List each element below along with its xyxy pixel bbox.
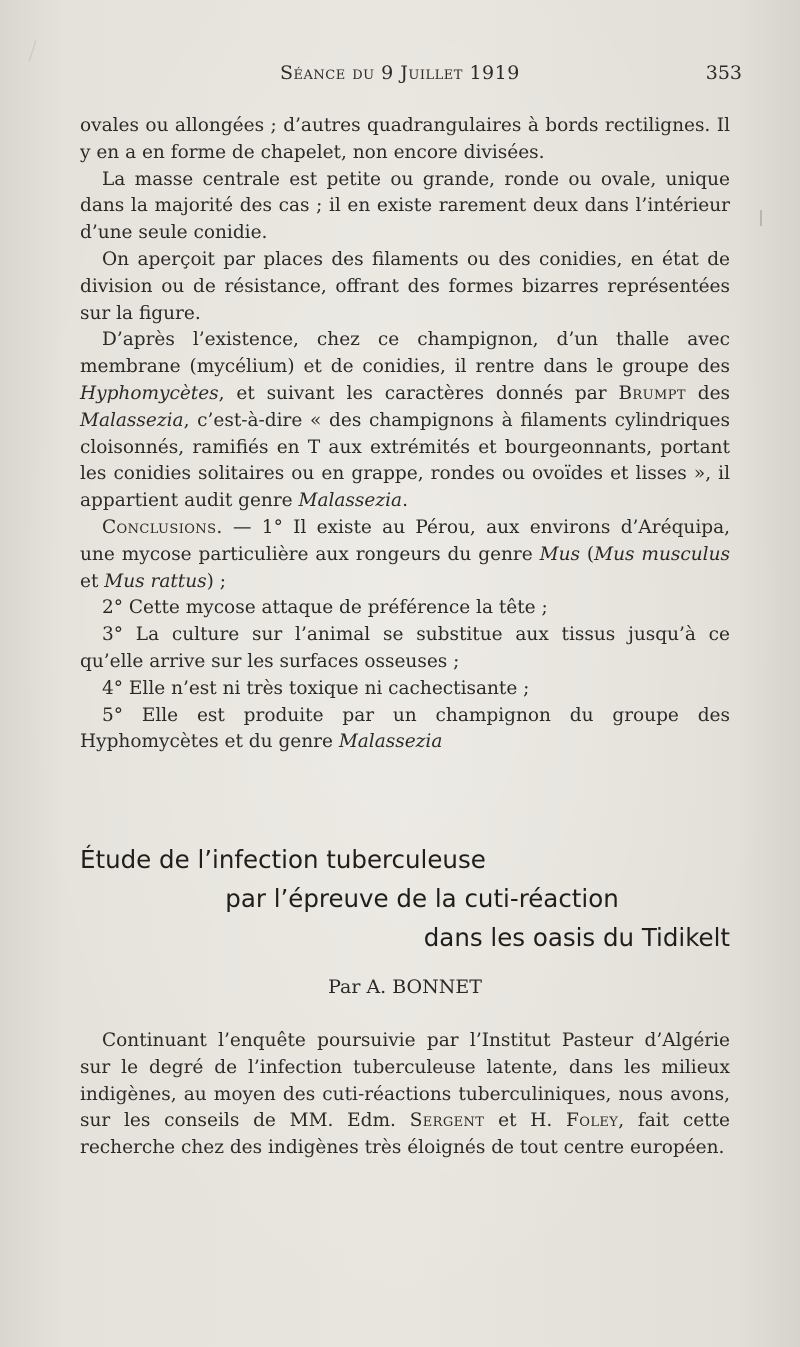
article-body [80, 1028, 730, 1162]
text-run: et H. [484, 1110, 567, 1132]
scan-speck [760, 210, 762, 226]
continued-text [80, 113, 730, 756]
text-run: . [402, 490, 408, 512]
paragraph: La masse centrale est petite ou grande, ronde ou ovale, unique dans la majorité des cas ; il en existe rarement deux dans l’intérieur d’une seule conidie. [80, 168, 730, 244]
taxon-name: Malassezia [80, 409, 184, 431]
running-head [80, 62, 742, 92]
taxon-name: Malassezia [298, 490, 403, 512]
paragraph: ovales ou allongées ; d’autres quadrangulaires à bords rectilignes. Il y en a en forme de chapelet, non encore divisées. [80, 115, 730, 163]
paragraph [80, 703, 730, 757]
title-line: dans les oasis du Tidikelt [423, 923, 730, 952]
text-run: , et suivant les caractères donnés par [218, 382, 619, 404]
scan-speck [29, 40, 37, 61]
taxon-name: Malassezia [338, 731, 443, 753]
text-run: , c’est-à-dire « des champignons à filaments cylindriques cloisonnés, ramifiés en T aux extrémités et bourgeonnants, portant les conidies solitaires ou en grappe, rondes ou ovoïdes et lisses », il appartient audit genre [80, 409, 730, 512]
taxon-name: Mus musculus [594, 543, 730, 565]
author-name: Foley [566, 1110, 619, 1132]
paragraph: On aperçoit par places des filaments ou des conidies, en état de division ou de résistance, offrant des formes bizarres représentées sur la figure. [80, 248, 730, 324]
paragraph: 2° Cette mycose attaque de préférence la tête ; [102, 597, 548, 619]
title-line: Étude de l’infection tuberculeuse [80, 845, 486, 874]
title-line: par l’épreuve de la cuti-réaction [225, 884, 619, 913]
article-author: Par A. BONNET [328, 976, 482, 998]
article-title [80, 840, 730, 957]
paragraph [80, 327, 730, 515]
text-run: ) ; [206, 570, 226, 592]
text-run: des [685, 382, 731, 404]
paragraph [80, 515, 730, 595]
text-run: , fait cette recherche chez des indigènes très éloignés de tout centre européen. [80, 1110, 731, 1159]
text-run: ( [580, 543, 595, 565]
text-run: 5° Elle est produite par un champignon du groupe des Hyphomycètes et du genre [80, 704, 730, 753]
text-run: — 1° Il existe au Pérou, aux environs d’Aréquipa, une mycose particulière aux rongeurs du genre [80, 516, 730, 565]
paragraph: 4° Elle n’est ni très toxique ni cachectisante ; [102, 677, 530, 699]
paragraph: 3° La culture sur l’animal se substitue aux tissus jusqu’à ce qu’elle arrive sur les surfaces osseuses ; [80, 624, 730, 672]
author-name: Sergent [409, 1110, 485, 1132]
section-label: Conclusions. [102, 516, 223, 538]
paragraph [80, 1028, 730, 1162]
running-title: Séance du 9 Juillet 1919 [280, 62, 520, 84]
author-name: Brumpt [618, 382, 686, 404]
taxon-name: Hyphomycètes [80, 382, 219, 404]
text-run: Continuant l’enquête poursuivie par l’Institut Pasteur d’Algérie sur le degré de l’infection tuberculeuse latente, dans les milieux indigènes, au moyen des cuti-réactions tuberculiniques, nous avons, sur les conseils de MM. Edm. [80, 1030, 730, 1132]
page-number: 353 [705, 62, 742, 84]
text-run: D’après l’existence, chez ce champignon, d’un thalle avec membrane (mycélium) et de conidies, il rentre dans le groupe des [80, 329, 730, 378]
taxon-name: Mus [539, 543, 581, 565]
taxon-name: Mus rattus [104, 570, 207, 592]
text-run: et [80, 570, 105, 592]
